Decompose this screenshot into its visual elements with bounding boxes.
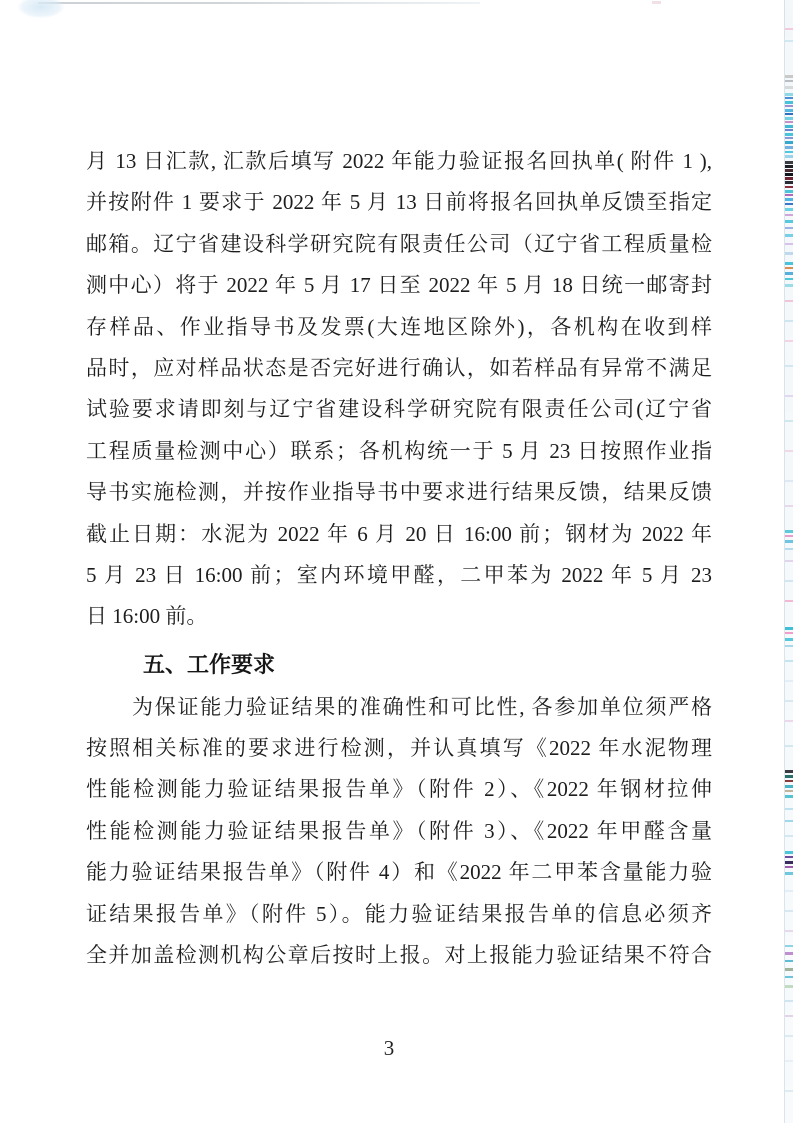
edge-noise-line (785, 851, 793, 854)
edge-noise-line (785, 770, 793, 773)
edge-noise-line (785, 40, 793, 42)
edge-noise-line (785, 960, 793, 962)
edge-noise-line (785, 121, 793, 123)
edge-noise-line (785, 780, 793, 782)
edge-noise-line (785, 890, 793, 892)
text-line: 工程质量检测中心）联系；各机构统一于 5 月 23 日按照作业指 (86, 438, 712, 463)
edge-noise-line (785, 86, 793, 89)
edge-noise-line (785, 580, 793, 582)
document-body (86, 141, 712, 976)
text-line: 试验要求请即刻与辽宁省建设科学研究院有限责任公司(辽宁省 (86, 397, 712, 422)
text-line: 全并加盖检测机构公章后按时上报。对上报能力验证结果不符合 (86, 943, 712, 968)
edge-noise-line (785, 560, 793, 562)
edge-noise-line (785, 97, 793, 99)
edge-noise-line (785, 910, 793, 912)
edge-noise-line (785, 101, 793, 104)
edge-noise-line (785, 186, 793, 188)
edge-noise-line (785, 680, 793, 682)
edge-noise-line (785, 395, 793, 397)
edge-noise-line (785, 181, 793, 184)
edge-noise-line (785, 220, 793, 223)
section-heading: 五、工作要求 (143, 651, 276, 677)
text-line: 5 月 23 日 16:00 前；室内环境甲醛，二甲苯为 2022 年 5 月 23 (86, 562, 712, 587)
edge-noise-line (785, 177, 793, 180)
edge-noise-line (785, 80, 793, 82)
edge-noise-line (785, 227, 793, 229)
edge-noise-line (785, 267, 793, 269)
edge-noise-line (785, 745, 793, 747)
edge-noise-line (785, 113, 793, 115)
edge-noise-line (785, 365, 793, 367)
edge-noise-line (785, 600, 793, 602)
edge-noise-line (785, 945, 793, 947)
edge-noise-line (785, 1090, 793, 1092)
scan-artifact-top-line (38, 2, 480, 4)
edge-noise-line (785, 700, 793, 702)
edge-noise-line (785, 75, 793, 78)
edge-noise-line (785, 820, 793, 822)
text-line: 性能检测能力验证结果报告单》（附件 2）、《2022 年钢材拉伸 (86, 777, 712, 802)
edge-noise-line (785, 627, 793, 630)
edge-noise-line (785, 173, 793, 176)
edge-noise-line (785, 420, 793, 422)
text-line: 能力验证结果报告单》（附件 4）和《2022 年二甲苯含量能力验 (86, 860, 712, 885)
text-line: 截止日期：水泥为 2022 年 6 月 20 日 16:00 前；钢材为 2022 年 (86, 521, 712, 546)
edge-noise-line (785, 720, 793, 722)
edge-noise-line (785, 272, 793, 275)
edge-noise-line (785, 505, 793, 507)
edge-noise-line (785, 535, 793, 537)
text-line: 并按附件 1 要求于 2022 年 5 月 13 日前将报名回执单反馈至指定 (86, 190, 712, 215)
edge-noise-line (785, 976, 793, 978)
edge-noise-line (785, 968, 793, 971)
edge-noise-line (785, 278, 793, 280)
text-line: 测中心）将于 2022 年 5 月 17 日至 2022 年 5 月 18 日统一邮寄封 (86, 273, 712, 298)
edge-noise-line (785, 214, 793, 216)
edge-noise-line (785, 133, 793, 136)
scan-artifact-speck (652, 1, 661, 4)
edge-noise-line (785, 872, 793, 875)
edge-noise-line (785, 109, 793, 112)
edge-noise-line (785, 169, 793, 172)
edge-noise-line (785, 146, 793, 149)
edge-noise-line (785, 194, 793, 196)
edge-noise-line (785, 1000, 793, 1002)
edge-noise-line (785, 203, 793, 205)
edge-noise-line (785, 930, 793, 932)
edge-noise-line (785, 161, 793, 164)
edge-noise-line (785, 835, 793, 837)
text-line: 月 13 日汇款, 汇款后填写 2022 年能力验证报名回执单( 附件 1 ), (86, 149, 712, 173)
text-line: 日 16:00 前。 (86, 604, 208, 629)
edge-noise-line (785, 117, 793, 120)
edge-noise-line (785, 645, 793, 647)
edge-noise-line (785, 93, 793, 96)
edge-noise-line (785, 252, 793, 255)
edge-noise-line (785, 28, 793, 30)
edge-noise-line (785, 866, 793, 868)
edge-noise-line (785, 300, 793, 302)
edge-noise-line (785, 151, 793, 153)
edge-noise-line (785, 856, 793, 858)
edge-noise-line (785, 785, 793, 788)
paragraph-work-requirements (86, 687, 712, 977)
edge-noise-line (785, 137, 793, 139)
edge-noise-line (785, 638, 793, 641)
text-line: 为保证能力验证结果的准确性和可比性, 各参加单位须严格 (132, 694, 712, 719)
edge-noise-line (785, 632, 793, 634)
edge-noise-line (785, 861, 793, 864)
text-line: 按照相关标准的要求进行检测，并认真填写《2022 年水泥物理 (86, 736, 712, 761)
text-line: 邮箱。辽宁省建设科学研究院有限责任公司（辽宁省工程质量检 (86, 231, 712, 256)
edge-noise-line (785, 1015, 793, 1017)
paragraph-continuation (86, 141, 712, 638)
edge-noise-line (785, 165, 793, 168)
text-line: 品时，应对样品状态是否完好进行确认，如若样品有异常不满足 (86, 355, 712, 380)
edge-noise-line (785, 952, 793, 955)
edge-noise-line (785, 320, 793, 322)
edge-noise-line (785, 985, 793, 988)
text-line: 存样品、作业指导书及发票(大连地区除外)，各机构在收到样 (86, 314, 712, 339)
text-line: 性能检测能力验证结果报告单》（附件 3）、《2022 年甲醛含量 (86, 818, 712, 843)
edge-noise-line (785, 243, 793, 245)
text-line: 证结果报告单》（附件 5）。能力验证结果报告单的信息必须齐 (86, 901, 712, 926)
edge-noise-line (785, 190, 793, 193)
edge-noise-line (785, 198, 793, 201)
edge-noise-line (785, 234, 793, 237)
edge-noise-line (785, 450, 793, 452)
edge-noise-line (785, 340, 793, 342)
edge-noise-line (785, 548, 793, 550)
scan-artifact-edge-strip (784, 0, 793, 1123)
edge-noise-line (785, 775, 793, 778)
edge-noise-line (785, 540, 793, 543)
edge-noise-line (785, 208, 793, 211)
edge-noise-line (785, 660, 793, 662)
edge-noise-line (785, 530, 793, 533)
edge-noise-line (785, 129, 793, 131)
edge-noise-line (785, 125, 793, 128)
text-line: 导书实施检测，并按作业指导书中要求进行结果反馈，结果反馈 (86, 480, 712, 505)
page-number: 3 (383, 1036, 395, 1060)
scan-artifact-smudge (18, 0, 64, 18)
edge-noise-line (785, 790, 793, 792)
edge-noise-line (785, 480, 793, 482)
edge-noise-line (785, 808, 793, 810)
edge-noise-line (785, 105, 793, 107)
edge-noise-line (785, 795, 793, 798)
edge-noise-line (785, 262, 793, 265)
edge-noise-line (785, 155, 793, 158)
edge-noise-line (785, 141, 793, 144)
edge-noise-line (785, 284, 793, 287)
